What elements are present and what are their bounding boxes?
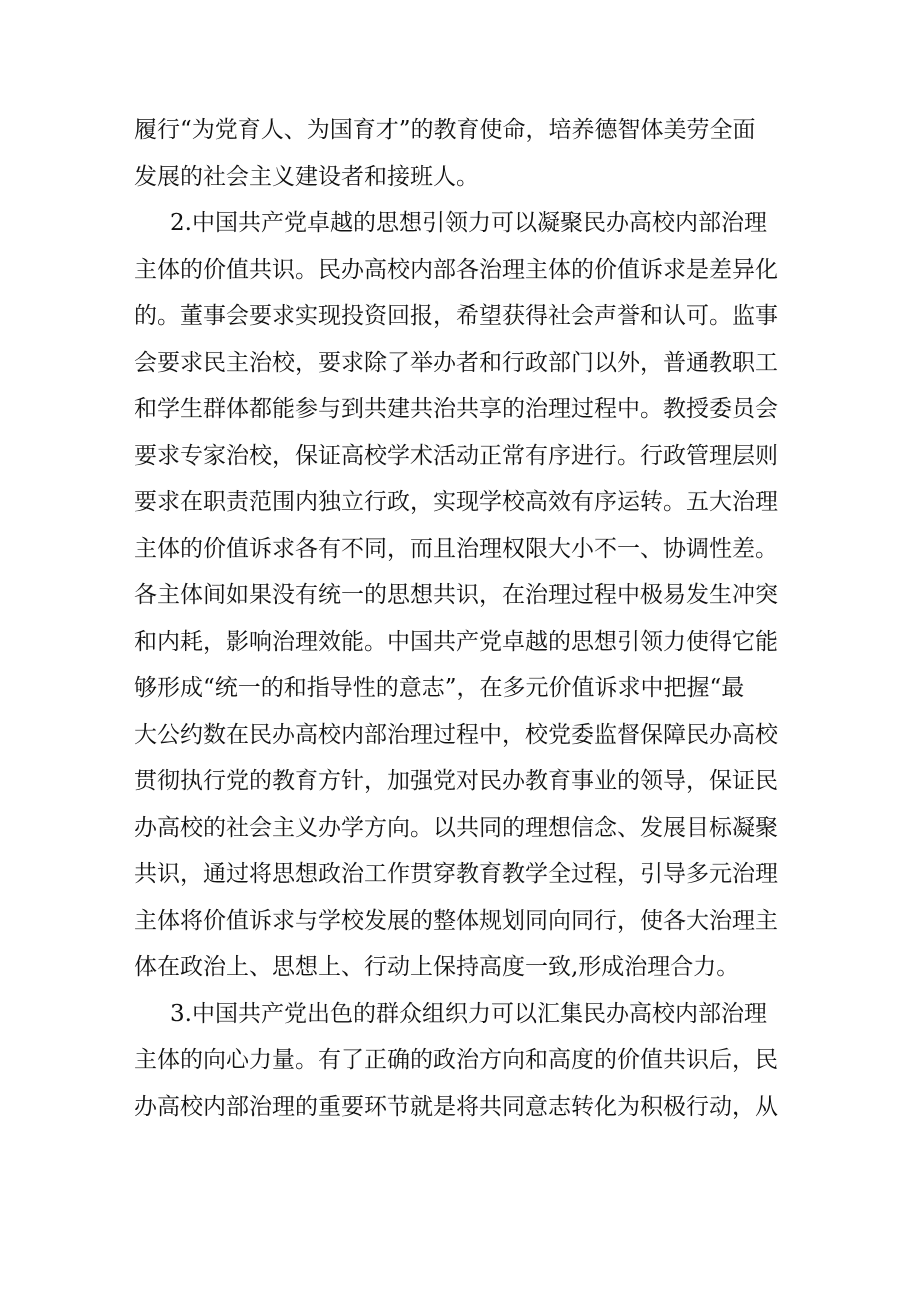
text-line: 大公约数在民办高校内部治理过程中，校党委监督保障民办高校 [134, 721, 778, 748]
body-text [134, 107, 794, 1130]
text-line: 会要求民主治校，要求除了举办者和行政部门以外，普通教职工 [134, 349, 778, 376]
text-line: 主体的向心力量。有了正确的政治方向和高度的价值共识后，民 [134, 1047, 778, 1073]
text-line: 要求专家治校，保证高校学术活动正常有序进行。行政管理层则 [134, 442, 778, 469]
paragraph-3-first-line: 3.中国共产党出色的群众组织力可以汇集民办高校内部治理 [170, 1000, 767, 1027]
text-line: 共识，通过将思想政治工作贯穿教育教学全过程，引导多元治理 [134, 861, 778, 887]
text-line: 履行“为党育人、为国育才”的教育使命，培养德智体美劳全面 [134, 117, 756, 143]
text-line: 各主体间如果没有统一的思想共识，在治理过程中极易发生冲突 [134, 582, 778, 608]
paragraph-2-first-line: 2.中国共产党卓越的思想引领力可以凝聚民办高校内部治理 [170, 210, 767, 236]
text-line: 和学生群体都能参与到共建共治共享的治理过程中。教授委员会 [134, 396, 778, 422]
text-line: 贯彻执行党的教育方针，加强党对民办教育事业的领导，保证民 [134, 768, 778, 794]
text-line: 办高校的社会主义办学方向。以共同的理想信念、发展目标凝聚 [134, 814, 778, 841]
text-line: 办高校内部治理的重要环节就是将共同意志转化为积极行动，从 [134, 1093, 778, 1120]
text-line: 要求在职责范围内独立行政，实现学校高效有序运转。五大治理 [134, 489, 778, 515]
text-line: 的。董事会要求实现投资回报，希望获得社会声誉和认可。监事 [134, 303, 778, 329]
text-line: 主体的价值诉求各有不同，而且治理权限大小不一、协调性差。 [134, 535, 778, 562]
text-line: 和内耗，影响治理效能。中国共产党卓越的思想引领力使得它能 [134, 628, 778, 655]
text-line: 主体的价值共识。民办高校内部各治理主体的价值诉求是差异化 [134, 256, 778, 283]
text-line: 够形成“统一的和指导性的意志”，在多元价值诉求中把握“最 [134, 675, 745, 701]
text-line: 体在政治上、思想上、行动上保持高度一致,形成治理合力。 [134, 954, 740, 980]
text-line: 发展的社会主义建设者和接班人。 [134, 163, 479, 190]
text-line: 主体将价值诉求与学校发展的整体规划同向同行，使各大治理主 [134, 907, 778, 934]
